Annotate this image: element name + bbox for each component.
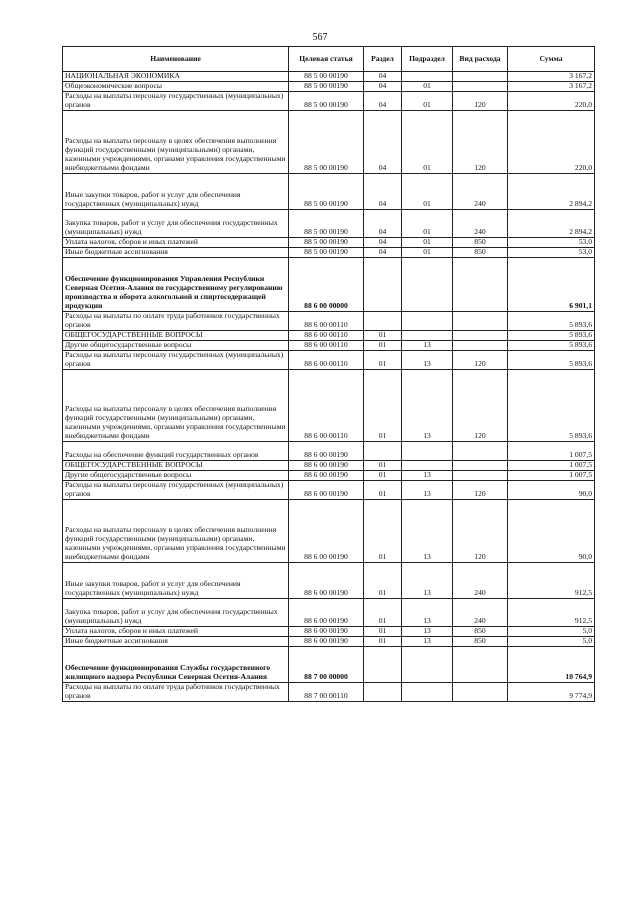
- row-name: ОБЩЕГОСУДАРСТВЕННЫЕ ВОПРОСЫ: [63, 461, 289, 471]
- header-target-article: Целевая статья: [289, 47, 364, 72]
- row-target-article: 88 5 00 00190: [289, 248, 364, 258]
- row-target-article: 88 5 00 00190: [289, 210, 364, 238]
- row-subsection: 01: [402, 174, 453, 210]
- table-header-row: [63, 47, 595, 72]
- header-expense-kind: Вид расхода: [453, 47, 508, 72]
- table-row: [63, 647, 595, 683]
- row-subsection: 13: [402, 599, 453, 627]
- row-sum: 1 007,5: [508, 461, 595, 471]
- row-target-article: 88 5 00 00190: [289, 238, 364, 248]
- row-name: Расходы на выплаты персоналу в целях обеспечения выполнения функций государственными (муниципальными) органами, казенными учреждениями, органами управления государственными внебюджетными фондами: [63, 111, 289, 174]
- row-sum: 90,0: [508, 481, 595, 500]
- row-name: Иные закупки товаров, работ и услуг для обеспечения государственных (муниципальных) нужд: [63, 174, 289, 210]
- row-name: Уплата налогов, сборов и иных платежей: [63, 238, 289, 248]
- row-expense-kind: 120: [453, 500, 508, 563]
- row-sum: 3 167,2: [508, 82, 595, 92]
- row-name: Расходы на выплаты по оплате труда работников государственных органов: [63, 683, 289, 702]
- row-expense-kind: [453, 471, 508, 481]
- table-row: [63, 637, 595, 647]
- row-section: 01: [364, 563, 402, 599]
- row-sum: 220,0: [508, 92, 595, 111]
- row-section: [364, 647, 402, 683]
- row-target-article: 88 6 00 00190: [289, 627, 364, 637]
- header-sum: Сумма: [508, 47, 595, 72]
- row-expense-kind: [453, 683, 508, 702]
- row-target-article: 88 5 00 00190: [289, 92, 364, 111]
- table-row: [63, 471, 595, 481]
- row-target-article: 88 5 00 00190: [289, 174, 364, 210]
- row-target-article: 88 6 00 00190: [289, 563, 364, 599]
- table-row: [63, 500, 595, 563]
- row-name: ОБЩЕГОСУДАРСТВЕННЫЕ ВОПРОСЫ: [63, 331, 289, 341]
- row-subsection: 01: [402, 92, 453, 111]
- row-section: 01: [364, 370, 402, 442]
- row-sum: 1 007,5: [508, 471, 595, 481]
- row-name: Уплата налогов, сборов и иных платежей: [63, 627, 289, 637]
- table-row: [63, 174, 595, 210]
- row-target-article: 88 6 00 00190: [289, 471, 364, 481]
- row-target-article: 88 6 00 00110: [289, 331, 364, 341]
- row-section: 01: [364, 627, 402, 637]
- table-row: [63, 258, 595, 312]
- table-row: [63, 210, 595, 238]
- row-sum: 53,0: [508, 238, 595, 248]
- row-subsection: 13: [402, 351, 453, 370]
- row-subsection: 01: [402, 210, 453, 238]
- page-number: 567: [312, 32, 328, 43]
- row-target-article: 88 6 00 00190: [289, 599, 364, 627]
- table-row: [63, 341, 595, 351]
- row-expense-kind: [453, 82, 508, 92]
- row-expense-kind: 240: [453, 174, 508, 210]
- row-target-article: 88 6 00 00110: [289, 312, 364, 331]
- table-row: [63, 82, 595, 92]
- row-name: Закупка товаров, работ и услуг для обеспечения государственных (муниципальных) нужд: [63, 599, 289, 627]
- row-sum: 5 893,6: [508, 370, 595, 442]
- row-subsection: 13: [402, 500, 453, 563]
- header-subsection: Подраздел: [402, 47, 453, 72]
- row-sum: 90,0: [508, 500, 595, 563]
- row-expense-kind: 850: [453, 248, 508, 258]
- row-section: [364, 442, 402, 461]
- header-section: Раздел: [364, 47, 402, 72]
- budget-table: [62, 46, 595, 702]
- row-name: Закупка товаров, работ и услуг для обеспечения государственных (муниципальных) нужд: [63, 210, 289, 238]
- row-name: Иные закупки товаров, работ и услуг для обеспечения государственных (муниципальных) нужд: [63, 563, 289, 599]
- row-sum: 5 893,6: [508, 351, 595, 370]
- row-sum: 2 894,2: [508, 174, 595, 210]
- row-section: [364, 258, 402, 312]
- table-row: [63, 599, 595, 627]
- row-name: Расходы на обеспечение функций государственных органов: [63, 442, 289, 461]
- row-section: 04: [364, 111, 402, 174]
- row-expense-kind: [453, 331, 508, 341]
- table-row: [63, 111, 595, 174]
- row-name: Расходы на выплаты по оплате труда работников государственных органов: [63, 312, 289, 331]
- row-sum: 912,5: [508, 563, 595, 599]
- row-target-article: 88 5 00 00190: [289, 72, 364, 82]
- row-subsection: [402, 442, 453, 461]
- row-expense-kind: [453, 312, 508, 331]
- row-target-article: 88 6 00 00190: [289, 637, 364, 647]
- row-subsection: 13: [402, 637, 453, 647]
- row-sum: 5 893,6: [508, 331, 595, 341]
- row-sum: 5,0: [508, 627, 595, 637]
- row-section: 01: [364, 599, 402, 627]
- row-subsection: 01: [402, 248, 453, 258]
- row-subsection: [402, 683, 453, 702]
- row-target-article: 88 6 00 00190: [289, 442, 364, 461]
- table-row: [63, 370, 595, 442]
- table-row: [63, 683, 595, 702]
- row-section: 04: [364, 92, 402, 111]
- row-subsection: [402, 72, 453, 82]
- row-name: Другие общегосударственные вопросы: [63, 341, 289, 351]
- row-subsection: 13: [402, 370, 453, 442]
- row-sum: 10 764,9: [508, 647, 595, 683]
- row-sum: 9 774,9: [508, 683, 595, 702]
- row-name: Расходы на выплаты персоналу государственных (муниципальных) органов: [63, 351, 289, 370]
- row-name: Обеспечение функционирования Управления Республики Северная Осетия-Алания по государственному регулированию производства и оборота алкогольной и спиртосодержащей продукции: [63, 258, 289, 312]
- row-section: 01: [364, 471, 402, 481]
- row-subsection: 13: [402, 481, 453, 500]
- row-name: Общеэкономические вопросы: [63, 82, 289, 92]
- row-expense-kind: [453, 461, 508, 471]
- row-expense-kind: 850: [453, 238, 508, 248]
- row-subsection: 01: [402, 111, 453, 174]
- row-name: Обеспечение функционирования Службы государственного жилищного надзора Республики Северная Осетия-Алания: [63, 647, 289, 683]
- row-sum: 6 901,1: [508, 258, 595, 312]
- table-row: [63, 481, 595, 500]
- row-sum: 912,5: [508, 599, 595, 627]
- row-section: 04: [364, 210, 402, 238]
- row-target-article: 88 6 00 00190: [289, 481, 364, 500]
- row-expense-kind: [453, 72, 508, 82]
- row-section: 04: [364, 72, 402, 82]
- row-section: 01: [364, 331, 402, 341]
- row-target-article: 88 6 00 00000: [289, 258, 364, 312]
- table-row: [63, 238, 595, 248]
- row-subsection: [402, 258, 453, 312]
- row-subsection: [402, 331, 453, 341]
- row-section: [364, 312, 402, 331]
- row-subsection: 01: [402, 238, 453, 248]
- row-expense-kind: [453, 258, 508, 312]
- row-name: Иные бюджетные ассигнования: [63, 637, 289, 647]
- row-expense-kind: [453, 442, 508, 461]
- table-row: [63, 248, 595, 258]
- row-expense-kind: 240: [453, 210, 508, 238]
- row-name: Расходы на выплаты персоналу в целях обеспечения выполнения функций государственными (муниципальными) органами, казенными учреждениями, органами управления государственными внебюджетными фондами: [63, 500, 289, 563]
- table-row: [63, 312, 595, 331]
- row-expense-kind: 120: [453, 351, 508, 370]
- row-section: 01: [364, 637, 402, 647]
- row-section: 01: [364, 341, 402, 351]
- table-row: [63, 627, 595, 637]
- row-section: 04: [364, 248, 402, 258]
- row-sum: 3 167,2: [508, 72, 595, 82]
- row-name: Расходы на выплаты персоналу государственных (муниципальных) органов: [63, 92, 289, 111]
- row-sum: 5,0: [508, 637, 595, 647]
- row-expense-kind: 120: [453, 481, 508, 500]
- row-sum: 53,0: [508, 248, 595, 258]
- row-section: 01: [364, 351, 402, 370]
- row-name: Иные бюджетные ассигнования: [63, 248, 289, 258]
- row-sum: 220,0: [508, 111, 595, 174]
- row-subsection: 13: [402, 563, 453, 599]
- row-expense-kind: 850: [453, 627, 508, 637]
- row-sum: 5 893,6: [508, 312, 595, 331]
- row-target-article: 88 5 00 00190: [289, 82, 364, 92]
- row-subsection: [402, 647, 453, 683]
- row-target-article: 88 7 00 00110: [289, 683, 364, 702]
- row-subsection: 13: [402, 341, 453, 351]
- row-name: Другие общегосударственные вопросы: [63, 471, 289, 481]
- row-target-article: 88 7 00 00000: [289, 647, 364, 683]
- row-target-article: 88 6 00 00110: [289, 341, 364, 351]
- row-section: 01: [364, 461, 402, 471]
- table-row: [63, 351, 595, 370]
- row-section: 04: [364, 174, 402, 210]
- row-name: НАЦИОНАЛЬНАЯ ЭКОНОМИКА: [63, 72, 289, 82]
- table-row: [63, 461, 595, 471]
- row-sum: 2 894,2: [508, 210, 595, 238]
- row-expense-kind: 850: [453, 637, 508, 647]
- row-target-article: 88 6 00 00190: [289, 500, 364, 563]
- row-expense-kind: 240: [453, 563, 508, 599]
- row-subsection: [402, 312, 453, 331]
- header-name: Наименование: [63, 47, 289, 72]
- row-sum: 1 007,5: [508, 442, 595, 461]
- row-subsection: 01: [402, 82, 453, 92]
- row-expense-kind: [453, 341, 508, 351]
- row-expense-kind: 120: [453, 92, 508, 111]
- row-section: [364, 683, 402, 702]
- table-row: [63, 563, 595, 599]
- row-expense-kind: [453, 647, 508, 683]
- table-row: [63, 442, 595, 461]
- row-expense-kind: 120: [453, 370, 508, 442]
- table-row: [63, 92, 595, 111]
- row-target-article: 88 6 00 00110: [289, 370, 364, 442]
- table-row: [63, 72, 595, 82]
- row-target-article: 88 6 00 00110: [289, 351, 364, 370]
- row-subsection: 13: [402, 627, 453, 637]
- row-target-article: 88 6 00 00190: [289, 461, 364, 471]
- row-section: 01: [364, 500, 402, 563]
- row-section: 04: [364, 238, 402, 248]
- row-section: 04: [364, 82, 402, 92]
- row-target-article: 88 5 00 00190: [289, 111, 364, 174]
- row-sum: 5 893,6: [508, 341, 595, 351]
- row-name: Расходы на выплаты персоналу государственных (муниципальных) органов: [63, 481, 289, 500]
- row-subsection: [402, 461, 453, 471]
- row-subsection: 13: [402, 471, 453, 481]
- row-expense-kind: 120: [453, 111, 508, 174]
- row-expense-kind: 240: [453, 599, 508, 627]
- row-name: Расходы на выплаты персоналу в целях обеспечения выполнения функций государственными (муниципальными) органами, казенными учреждениями, органами управления государственными внебюджетными фондами: [63, 370, 289, 442]
- table-row: [63, 331, 595, 341]
- row-section: 01: [364, 481, 402, 500]
